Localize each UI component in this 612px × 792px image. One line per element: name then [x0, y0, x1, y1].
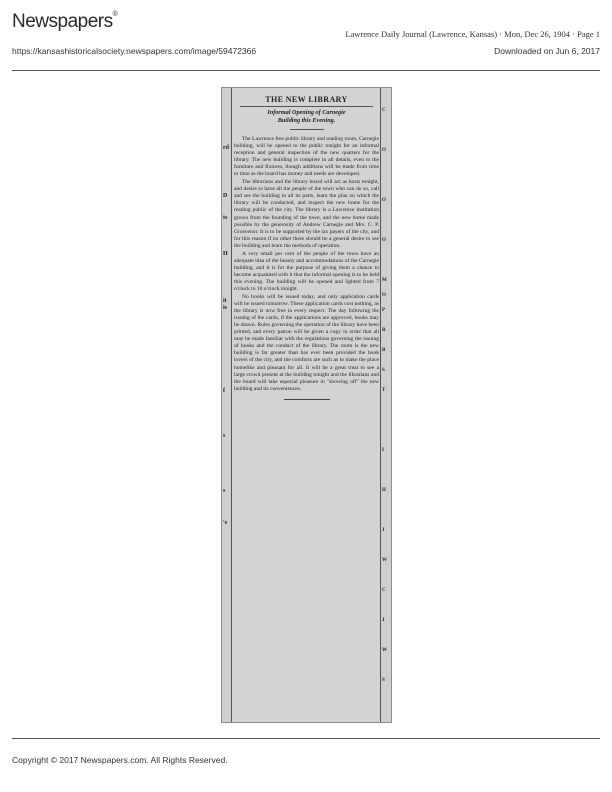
article-subhead-1: Informal Opening of Carnegie: [267, 109, 346, 116]
logo-text: Newspapers: [12, 11, 113, 32]
source-url[interactable]: https://kansashistoricalsociety.newspapers.com/image/59472366: [12, 46, 257, 56]
headline-rule: [240, 106, 373, 107]
article-end-rule: [284, 399, 330, 400]
adjacent-column-right: C O O O M O P R B S T I H J W C J W S: [380, 88, 391, 722]
article-headline: THE NEW LIBRARY: [265, 95, 348, 104]
adjacent-column-left: rd D ts H it is f s s 'e: [222, 88, 232, 722]
header-divider: [12, 70, 600, 71]
article-paragraph: No books will be issued today, and only application cards will be issued tomorrow. These application cards cost nothing, as the library is now free in every respect. The day following the issuing of the cards, if the applications are approved, books may be drawn. Rules governing the operation of the library have been printed, and every patron will be given a copy in order that all may be made familiar with the regulations governing the issuing of books and the conduct of the library. The room is the new building is far greater than has ever been provided the book lovers of the city, and the comforts are such as to make the place homelike and pleasant for all. It will be a great treat to see a large crowd present at the building tonight and the librarians and the board will take especial pleasure in "showing off" the new building and its conveniences.: [234, 294, 379, 392]
logo-mark: ®: [112, 11, 118, 18]
footer-divider: [12, 738, 600, 739]
copyright-notice: Copyright © 2017 Newspapers.com. All Rights Reserved.: [12, 755, 228, 765]
article-subhead-2: Building this Evening.: [277, 117, 336, 124]
subhead-separator: [290, 129, 324, 130]
newspapers-logo: [12, 11, 117, 33]
newspaper-clipping: [221, 87, 392, 723]
article-paragraph: The librarians and the library board will act as hosts tonight, and desire to have all the people of the town who can do so, call and see the building in all its parts, learn the plan on which the library will be conducted, and inspect the new home for the reading public of the city. The library is a Lawrence institution grown from the founding of the town, and the new home made possible by the generosity of Andrew Carnegie and Mrs. C. P. Grosvenor. It is to be supported by the tax payers of the city, and for this reason if no other there should be a general desire to see the building and learn the methods of operation.: [234, 179, 379, 249]
article-paragraph: A very small per cent of the people of the town have an adequate idea of the beauty and accommodations of the Carnegie building, and it is for the purpose of giving them a chance to become acquainted with it that the informal opening is to be held this evening. The building will be opened and lighted from 7 o'clock to 10 o'clock tonight.: [234, 250, 379, 292]
article: [234, 92, 379, 400]
publication-line: Lawrence Daily Journal (Lawrence, Kansas) · Mon, Dec 26, 1904 · Page 1: [345, 29, 600, 39]
article-paragraph: The Lawrence free public library and reading room, Carnegie building, will be opened to the public tonight for an informal reception and general inspection of the new quarters for the library. The new building is complete in all details, even to the furniture and fixtures, though additions will be made from time to time as the board has money and needs are developed.: [234, 136, 379, 178]
download-date: Downloaded on Jun 6, 2017: [494, 46, 600, 56]
